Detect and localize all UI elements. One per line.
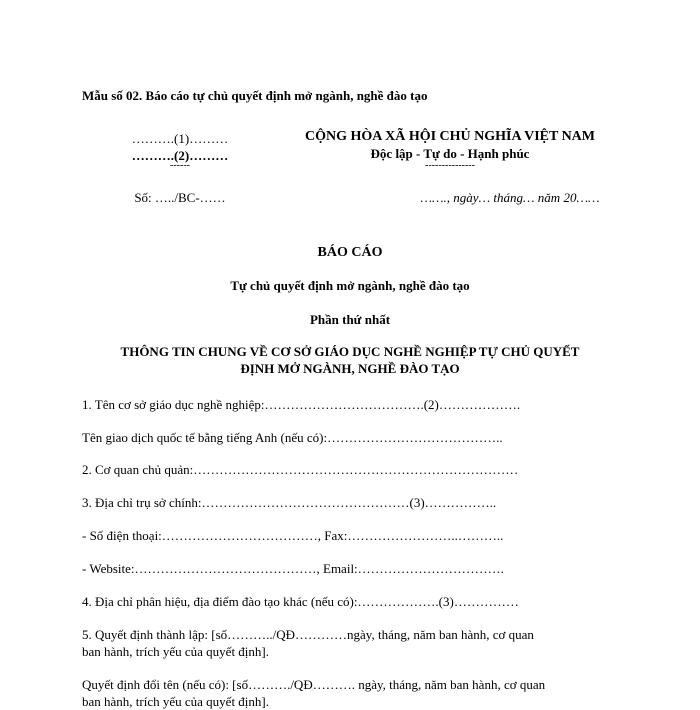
agency-line-1: ……….(1)……… [131,131,229,146]
part-label: Phần thứ nhất [309,312,391,327]
body-line: 5. Quyết định thành lập: [số………../QĐ…………ngày, tháng, năm ban hành, cơ quan [82,627,534,642]
body-line: Quyết định đổi tên (nếu có): [số………./QĐ………. ngày, tháng, năm ban hành, cơ quan [82,677,546,692]
body-line: 1. Tên cơ sở giáo dục nghề nghiệp:……………………………….(2)………………. [82,397,521,412]
document-date: ……., ngày… tháng… năm 20…… [420,190,600,205]
report-title: BÁO CÁO [317,245,383,260]
body-line: Tên giao dịch quốc tế bằng tiếng Anh (nếu có):………………………………….. [82,430,503,445]
body-line: ban hành, trích yếu của quyết định]. [82,694,269,709]
nation-motto: Độc lập - Tự do - Hạnh phúc [370,146,530,161]
part-heading-line-1: THÔNG TIN CHUNG VỀ CƠ SỞ GIÁO DỤC NGHỀ NGHIỆP TỰ CHỦ QUYẾT [120,344,580,359]
body-line: 2. Cơ quan chủ quản:………………………………………………………………… [82,462,519,477]
body-line: 3. Địa chỉ trụ sở chính:…………………………………………(3)…………….. [82,495,497,510]
form-title: Mẫu số 02. Báo cáo tự chủ quyết định mở ngành, nghề đào tạo [82,88,428,103]
body-line: ban hành, trích yếu của quyết định]. [82,644,269,659]
body-line: - Số điện thoại:………………………………, Fax:……………………..……….. [82,528,504,543]
body-line: 4. Địa chỉ phân hiệu, địa điểm đào tạo khác (nếu có):……………….(3)…………… [82,594,519,609]
body-line: - Website:……………………………………, Email:……………………………. [82,561,504,576]
report-subtitle: Tự chủ quyết định mở ngành, nghề đào tạo [230,278,470,293]
nation-title: CỘNG HÒA XÃ HỘI CHỦ NGHĨA VIỆT NAM [304,129,595,144]
agency-line-2: ……….(2)……… [131,148,229,163]
motto-underline: --------------- [425,160,475,171]
part-heading-line-2: ĐỊNH MỞ NGÀNH, NGHỀ ĐÀO TẠO [240,361,460,376]
agency-underline: ------ [170,160,190,171]
document-number: Số: …../BC-…… [134,190,226,205]
